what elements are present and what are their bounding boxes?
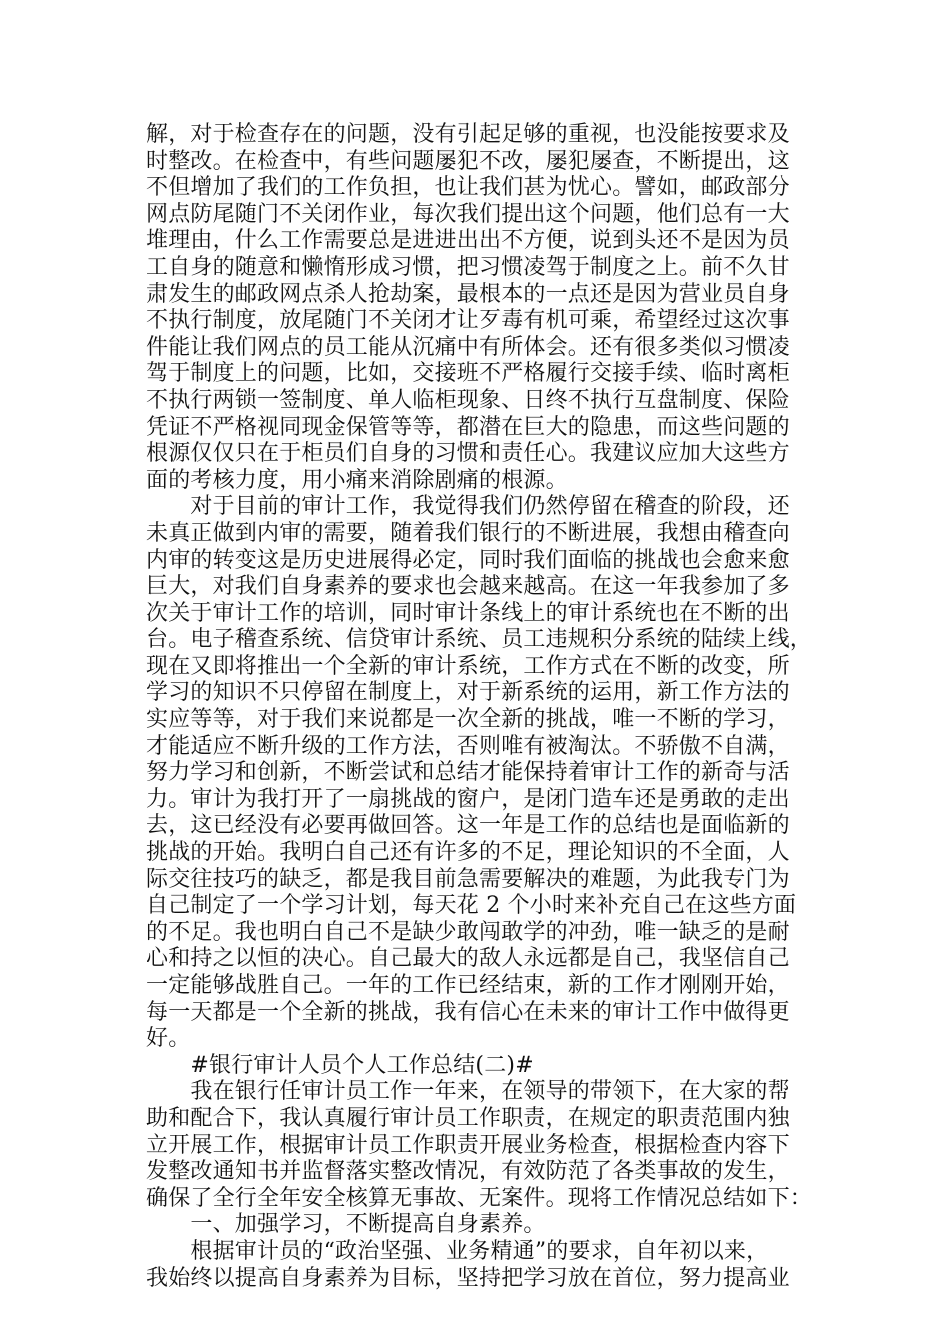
text-line: 未真正做到内审的需要，随着我们银行的不断进展，我想由稽查向 — [146, 520, 790, 546]
text-line: 的不足。我也明白自己不是缺少敢闯敢学的冲劲，唯一缺乏的是耐 — [146, 919, 790, 945]
text-line: 不但增加了我们的工作负担，也让我们甚为忧心。譬如，邮政部分 — [146, 175, 790, 201]
text-line: 次关于审计工作的培训，同时审计条线上的审计系统也在不断的出 — [146, 600, 790, 626]
text-line: #银行审计人员个人工作总结(二)# — [146, 1052, 534, 1078]
text-line: 台。电子稽查系统、信贷审计系统、员工违规积分系统的陆续上线， — [146, 627, 813, 653]
text-line: 件能让我们网点的员工能从沉痛中有所体会。还有很多类似习惯凌 — [146, 334, 790, 360]
text-line: 挑战的开始。我明白自己还有许多的不足，理论知识的不全面，人 — [146, 840, 790, 866]
text-line: 对于目前的审计工作，我觉得我们仍然停留在稽查的阶段，还 — [146, 494, 790, 520]
text-line: 心和持之以恒的决心。自己最大的敌人永远都是自己，我坚信自己 — [146, 946, 790, 972]
text-line: 际交往技巧的缺乏，都是我目前急需要解决的难题，为此我专门为 — [146, 866, 790, 892]
text-line: 立开展工作，根据审计员工作职责开展业务检查，根据检查内容下 — [146, 1132, 790, 1158]
text-line: 时整改。在检查中，有些问题屡犯不改，屡犯屡查，不断提出，这 — [146, 148, 790, 174]
text-line: 内审的转变这是历史进展得必定，同时我们面临的挑战也会愈来愈 — [146, 547, 790, 573]
text-line: 自己制定了一个学习计划，每天花 2 个小时来补充自己在这些方面 — [146, 893, 797, 919]
text-line: 去，这已经没有必要再做回答。这一年是工作的总结也是面临新的 — [146, 813, 790, 839]
body-text — [146, 122, 816, 1292]
text-line: 面的考核力度，用小痛来消除剧痛的根源。 — [146, 467, 568, 493]
text-line: 学习的知识不只停留在制度上，对于新系统的运用，新工作方法的 — [146, 680, 790, 706]
text-line: 才能适应不断升级的工作方法，否则唯有被淘汰。不骄傲不自满， — [146, 733, 790, 759]
text-line: 网点防尾随门不关闭作业，每次我们提出这个问题，他们总有一大 — [146, 201, 790, 227]
text-line: 现在又即将推出一个全新的审计系统，工作方式在不断的改变，所 — [146, 653, 790, 679]
text-line: 努力学习和创新，不断尝试和总结才能保持着审计工作的新奇与活 — [146, 760, 790, 786]
text-line: 每一天都是一个全新的挑战，我有信心在未来的审计工作中做得更 — [146, 999, 790, 1025]
text-line: 驾于制度上的问题，比如，交接班不严格履行交接手续、临时离柜 — [146, 361, 790, 387]
text-line: 我在银行任审计员工作一年来，在领导的带领下，在大家的帮 — [146, 1079, 790, 1105]
text-line: 实应等等，对于我们来说都是一次全新的挑战，唯一不断的学习， — [146, 707, 790, 733]
text-line: 力。审计为我打开了一扇挑战的窗户，是闭门造车还是勇敢的走出 — [146, 786, 790, 812]
text-line: 肃发生的邮政网点杀人抢劫案，最根本的一点还是因为营业员自身 — [146, 281, 790, 307]
text-line: 堆理由，什么工作需要总是进进出出不方便，说到头还不是因为员 — [146, 228, 790, 254]
text-line: 好。 — [146, 1026, 191, 1052]
text-line: 凭证不严格视同现金保管等等，都潜在巨大的隐患，而这些问题的 — [146, 414, 790, 440]
text-line: 发整改通知书并监督落实整改情况，有效防范了各类事故的发生， — [146, 1159, 790, 1185]
text-line: 根源仅仅只在于柜员们自身的习惯和责任心。我建议应加大这些方 — [146, 441, 790, 467]
text-line: 我始终以提高自身素养为目标，坚持把学习放在首位，努力提高业 — [146, 1265, 790, 1291]
text-line: 一定能够战胜自己。一年的工作已经结束，新的工作才刚刚开始， — [146, 973, 790, 998]
text-line: 解，对于检查存在的问题，没有引起足够的重视，也没能按要求及 — [146, 122, 790, 147]
text-line: 不执行两锁一签制度、单人临柜现象、日终不执行互盘制度、保险 — [146, 387, 790, 413]
text-line: 确保了全行全年安全核算无事故、无案件。现将工作情况总结如下： — [146, 1185, 813, 1211]
text-line: 根据审计员的“政治坚强、业务精通”的要求，自年初以来， — [146, 1238, 769, 1264]
text-line: 工自身的随意和懒惰形成习惯，把习惯凌驾于制度之上。前不久甘 — [146, 254, 790, 280]
text-line: 不执行制度，放尾随门不关闭才让歹毒有机可乘，希望经过这次事 — [146, 308, 790, 334]
text-line: 助和配合下，我认真履行审计员工作职责，在规定的职责范围内独 — [146, 1105, 790, 1131]
text-line: 一、加强学习，不断提高自身素养。 — [146, 1212, 546, 1238]
text-line: 巨大，对我们自身素养的要求也会越来越高。在这一年我参加了多 — [146, 574, 790, 600]
